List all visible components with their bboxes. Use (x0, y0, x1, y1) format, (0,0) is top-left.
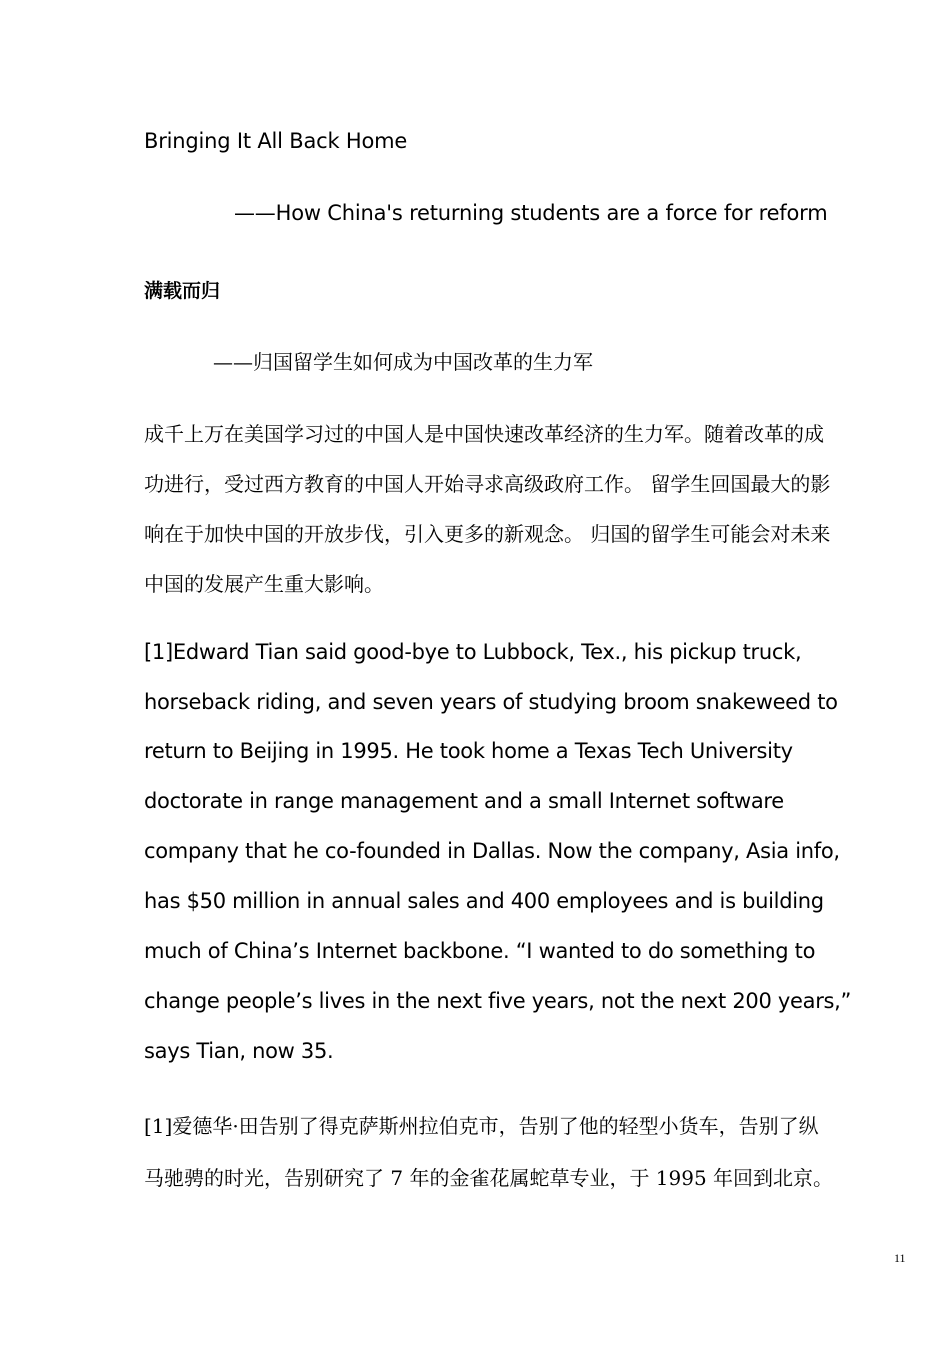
paragraph-line: company that he co-founded in Dallas. Now the company, Asia info, (144, 839, 840, 863)
page-number: 11 (894, 1251, 906, 1265)
paragraph-line: horseback riding, and seven years of studying broom snakeweed to (144, 690, 838, 714)
paragraph-line: doctorate in range management and a small Internet software (144, 789, 784, 813)
paragraph-line: has $50 million in annual sales and 400 employees and is building (144, 889, 824, 913)
english-title: Bringing It All Back Home (144, 129, 408, 153)
paragraph-line: [1]Edward Tian said good-bye to Lubbock, Tex., his pickup truck, (144, 640, 802, 664)
paragraph-line: return to Beijing in 1995. He took home a Texas Tech University (144, 739, 793, 763)
summary-line: 响在于加快中国的开放步伐，引入更多的新观念。 归国的留学生可能会对未来 (144, 522, 831, 546)
chinese-title: 满载而归 (144, 280, 221, 302)
paragraph-line: [1]爱德华·田告别了得克萨斯州拉伯克市，告别了他的轻型小货车，告别了纵 (144, 1114, 819, 1138)
summary-line: 中国的发展产生重大影响。 (144, 572, 384, 596)
chinese-subtitle: ——归国留学生如何成为中国改革的生力军 (213, 350, 593, 374)
summary-line: 成千上万在美国学习过的中国人是中国快速改革经济的生力军。随着改革的成 (144, 422, 824, 446)
paragraph-line: says Tian, now 35. (144, 1039, 334, 1063)
paragraph-line: 马驰骋的时光，告别研究了 7 年的金雀花属蛇草专业，于 1995 年回到北京。 (144, 1166, 834, 1190)
paragraph-line: much of China’s Internet backbone. “I wanted to do something to (144, 939, 816, 963)
english-subtitle: ——How China's returning students are a force for reform (234, 201, 828, 225)
paragraph-line: change people’s lives in the next five years, not the next 200 years,” (144, 989, 852, 1013)
summary-line: 功进行，受过西方教育的中国人开始寻求高级政府工作。 留学生回国最大的影 (144, 472, 831, 496)
